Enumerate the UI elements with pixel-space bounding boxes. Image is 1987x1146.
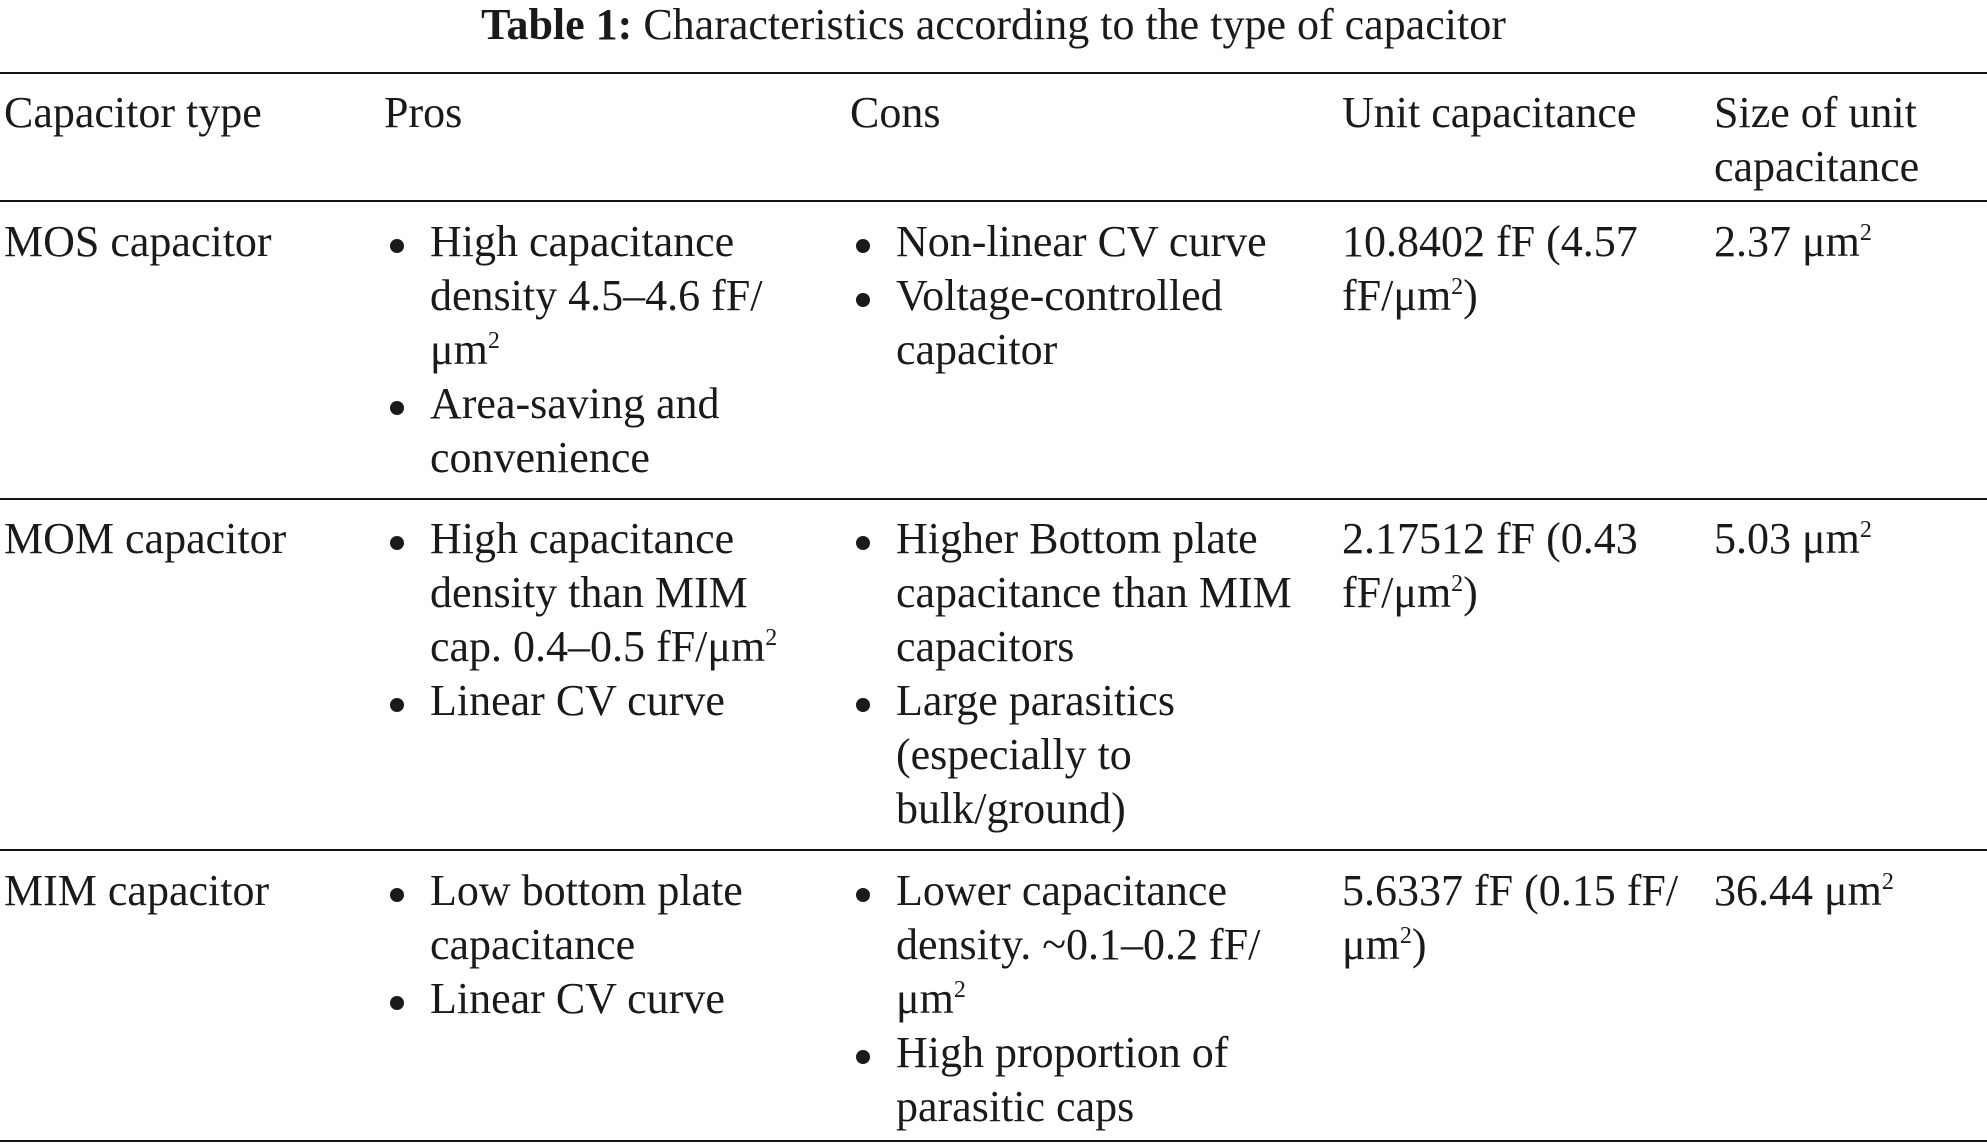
list-item: High capacitance density than MIM cap. 0.4–0.5 $fF/\mu m^2$: [384, 512, 824, 674]
row-1-rule: [0, 498, 1987, 500]
header-size-of-unit-capacitance: Size of unit capacitance: [1714, 88, 1920, 191]
header-pros: Pros: [384, 88, 463, 137]
list-item: Lower capacitance density. ~0.1–0.2 $fF/\mu m^2$: [850, 864, 1320, 1026]
row-3-size: 36.44 $\mu m^2$: [1714, 866, 1894, 915]
row-2-pros: [384, 512, 824, 728]
row-2-type: MOM capacitor: [4, 514, 287, 563]
table-caption: [0, 0, 1987, 62]
table-caption-text: Characteristics according to the type of capacitor: [643, 0, 1506, 49]
row-3-unit-capacitance: 5.6337 fF (0.15 $fF/\mu m^2$): [1342, 866, 1679, 969]
list-item: Voltage-controlled capacitor: [850, 269, 1320, 377]
row-1-cons: [850, 215, 1320, 377]
list-item: Low bottom plate capacitance: [384, 864, 824, 972]
header-unit-capacitance: Unit capacitance: [1342, 88, 1637, 137]
row-1-type: MOS capacitor: [4, 217, 272, 266]
header-cons: Cons: [850, 88, 941, 137]
list-item: Non-linear CV curve: [850, 215, 1320, 269]
list-item: Linear CV curve: [384, 972, 824, 1026]
list-item: High capacitance density 4.5–4.6 $fF/\mu m^2$: [384, 215, 824, 377]
list-item: High proportion of parasitic caps: [850, 1026, 1320, 1134]
row-3-type: MIM capacitor: [4, 866, 270, 915]
row-3-pros: [384, 864, 824, 1026]
list-item: Higher Bottom plate capacitance than MIM capacitors: [850, 512, 1320, 674]
list-item: Large parasitics (especially to bulk/ground): [850, 674, 1320, 836]
table-caption-label: Table 1:: [481, 0, 633, 49]
header-rule: [0, 200, 1987, 202]
row-2-rule: [0, 849, 1987, 851]
header-capacitor-type: Capacitor type: [4, 88, 262, 137]
row-3-cons: [850, 864, 1320, 1134]
row-1-pros: [384, 215, 824, 485]
row-1-unit-capacitance: 10.8402 fF (4.57 $fF/\mu m^2$): [1342, 217, 1638, 320]
table-top-rule: [0, 72, 1987, 74]
table-bottom-rule: [0, 1140, 1987, 1142]
row-1-size: 2.37 $\mu m^2$: [1714, 217, 1872, 266]
row-2-cons: [850, 512, 1320, 836]
row-2-unit-capacitance: 2.17512 fF (0.43 $fF/\mu m^2$): [1342, 514, 1638, 617]
row-2-size: 5.03 $\mu m^2$: [1714, 514, 1872, 563]
list-item: Area-saving and convenience: [384, 377, 824, 485]
list-item: Linear CV curve: [384, 674, 824, 728]
